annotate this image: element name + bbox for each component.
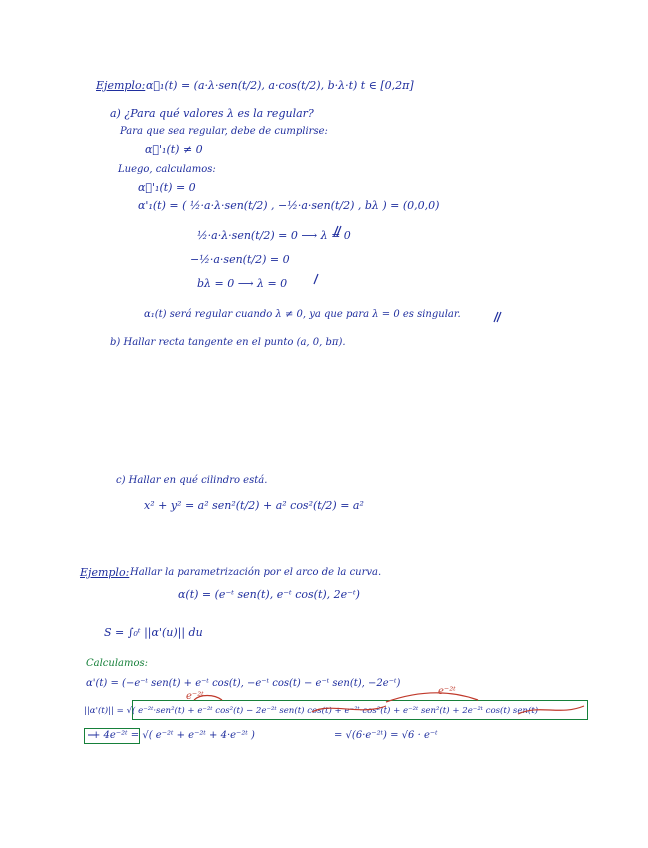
cylinder-equation: x² + y² = a² sen²(t/2) + a² cos²(t/2) = a² (144, 499, 364, 512)
derivative-components: α'₁(t) = ( ½·a·λ·sen(t/2) , −½·a·sen(t/2) , bλ ) = (0,0,0) (138, 199, 440, 212)
annotation-e-2t-right: e⁻²ᵗ (438, 686, 456, 697)
example-1-curve-formula: α⃗₁(t) = (a·λ·sen(t/2), a·cos(t/2), b·λ·t) t ∈ [0,2π] (146, 79, 414, 92)
curve-definition: α(t) = (e⁻ᵗ sen(t), e⁻ᵗ cos(t), 2e⁻ᵗ) (178, 588, 360, 601)
derivative-line: α'(t) = (−e⁻ᵗ sen(t) + e⁻ᵗ cos(t), −e⁻ᵗ cos(t) − e⁻ᵗ sen(t), −2e⁻ᵗ) (86, 678, 401, 689)
annotation-e-2t-left: e⁻²ᵗ (186, 691, 204, 702)
calculamos-label: Calculamos: (86, 658, 149, 669)
norm-result: = √(6·e⁻²ᵗ) = √6 · e⁻ᵗ (334, 730, 438, 741)
equation-2: −½·a·sen(t/2) = 0 (190, 253, 290, 266)
luego-calculamos: Luego, calculamos: (118, 164, 216, 175)
question-a: a) ¿Para qué valores λ es la regular? (110, 107, 314, 120)
example-1-label: Ejemplo: (96, 79, 146, 92)
arc-length-integral: S = ∫₀ᵗ ||α'(u)|| du (104, 626, 203, 639)
example-2-label: Ejemplo: (80, 566, 130, 579)
norm-expansion: ||α'(t)|| = √( e⁻²ᵗ·sen²(t) + e⁻²ᵗ cos²(t) − 2e⁻²ᵗ sen(t) cos(t) + e⁻²ᵗ·cos²(t) + e⁻²ᵗ sen²(t) + 2e⁻²ᵗ cos(t) sen(t) (84, 706, 539, 716)
derivative-equals-zero: α⃗'₁(t) = 0 (138, 181, 196, 194)
norm-continuation: + 4e⁻²ᵗ = √( e⁻²ᵗ + e⁻²ᵗ + 4·e⁻²ᵗ ) (92, 730, 255, 741)
example-2-statement: Hallar la parametrización por el arco de la curva. (130, 567, 382, 578)
question-c: c) Hallar en qué cilindro está. (116, 475, 268, 486)
equation-3: bλ = 0 ⟶ λ = 0 (197, 277, 288, 290)
equation-1: ½·a·λ·sen(t/2) = 0 ⟶ λ = 0 (197, 229, 351, 242)
question-b: b) Hallar recta tangente en el punto (a, 0, bπ). (110, 337, 346, 348)
conclusion-a: α₁(t) será regular cuando λ ≠ 0, ya que para λ = 0 es singular. (144, 309, 461, 320)
regularity-condition-text: Para que sea regular, debe de cumplirse: (120, 126, 328, 137)
regularity-condition-formula: α⃗'₁(t) ≠ 0 (145, 143, 203, 156)
